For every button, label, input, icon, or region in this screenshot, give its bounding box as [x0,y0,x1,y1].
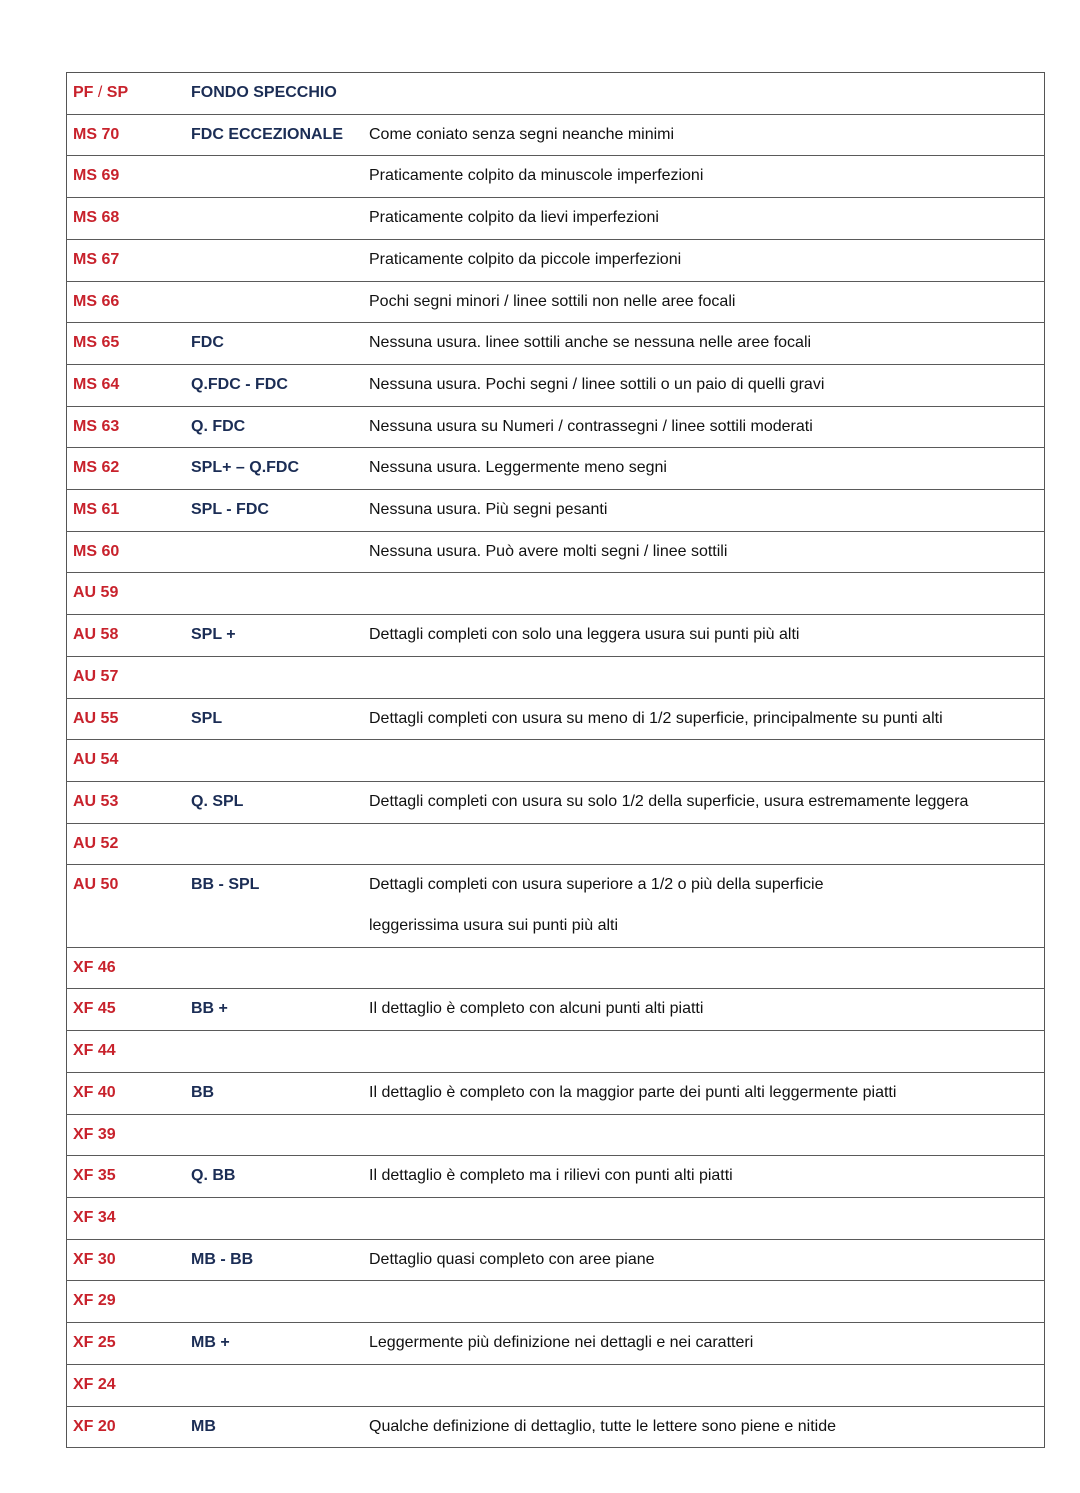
grade-cell: AU 50 [67,865,192,947]
description-cell [369,989,1045,1031]
description-line: Nessuna usura. Leggermente meno segni [369,459,667,477]
table-row [67,281,1045,323]
description-line: Nessuna usura. Può avere molti segni / linee sottili [369,542,728,560]
description-cell [369,823,1045,865]
italian-grade-cell [191,1281,369,1323]
grading-table-body [67,73,1045,1448]
grade-cell: MS 62 [67,448,192,490]
table-row [67,698,1045,740]
grade-cell: MS 61 [67,490,192,532]
grade-cell: MS 64 [67,364,192,406]
description-line: Nessuna usura. Più segni pesanti [369,501,608,519]
description-line: Leggermente più definizione nei dettagli e nei caratteri [369,1334,754,1352]
italian-grade-cell [191,1114,369,1156]
description-cell [369,448,1045,490]
description-cell [369,1364,1045,1406]
grade-cell: MS 70 [67,114,192,156]
table-row [67,573,1045,615]
description-cell [369,73,1045,115]
italian-grade-cell: MB - BB [191,1239,369,1281]
description-line: Qualche definizione di dettaglio, tutte le lettere sono piene e nitide [369,1417,836,1435]
description-line: Il dettaglio è completo ma i rilievi con punti alti piatti [369,1167,733,1185]
description-line: Nessuna usura su Numeri / contrassegni / linee sottili moderati [369,417,813,435]
description-cell [369,114,1045,156]
table-row [67,406,1045,448]
table-row [67,781,1045,823]
grade-cell: AU 57 [67,656,192,698]
grade-cell: MS 67 [67,239,192,281]
table-row [67,1239,1045,1281]
description-cell [369,865,1045,947]
description-cell [369,573,1045,615]
grade-cell: MS 65 [67,323,192,365]
italian-grade-cell [191,198,369,240]
table-row [67,1281,1045,1323]
italian-grade-cell: BB + [191,989,369,1031]
description-line: Come coniato senza segni neanche minimi [369,125,675,143]
table-row [67,865,1045,947]
description-cell [369,239,1045,281]
table-row [67,1156,1045,1198]
description-cell [369,1406,1045,1448]
grade-cell: AU 54 [67,740,192,782]
description-line: Dettagli completi con usura su solo 1/2 della superficie, usura estremamente leggera [369,792,969,810]
grade-cell: XF 46 [67,947,192,989]
description-cell [369,740,1045,782]
description-cell [369,1114,1045,1156]
table-row [67,740,1045,782]
grade-cell: AU 52 [67,823,192,865]
table-row [67,239,1045,281]
grade-cell: XF 29 [67,1281,192,1323]
table-row [67,1406,1045,1448]
description-line: leggerissima usura sui punti più alti [369,917,619,935]
grade-cell: XF 40 [67,1072,192,1114]
grade-cell: XF 44 [67,1031,192,1073]
grade-cell: MS 63 [67,406,192,448]
description-cell [369,1281,1045,1323]
grade-cell: PF / SP [67,73,192,115]
description-cell [369,531,1045,573]
italian-grade-cell [191,281,369,323]
description-cell [369,781,1045,823]
grade-cell: AU 55 [67,698,192,740]
table-row [67,656,1045,698]
table-row [67,323,1045,365]
italian-grade-cell [191,823,369,865]
grade-cell: XF 20 [67,1406,192,1448]
italian-grade-cell: BB - SPL [191,865,369,947]
table-row [67,1364,1045,1406]
italian-grade-cell [191,156,369,198]
description-cell [369,198,1045,240]
description-cell [369,156,1045,198]
italian-grade-cell: SPL+ – Q.FDC [191,448,369,490]
description-cell [369,281,1045,323]
italian-grade-cell [191,531,369,573]
grade-cell: XF 30 [67,1239,192,1281]
grade-cell: XF 34 [67,1197,192,1239]
table-row [67,531,1045,573]
table-row [67,156,1045,198]
description-cell [369,698,1045,740]
table-row [67,73,1045,115]
description-line: Il dettaglio è completo con la maggior parte dei punti alti leggermente piatti [369,1083,897,1101]
description-line: Dettagli completi con usura su meno di 1/2 superficie, principalmente su punti alti [369,709,943,727]
coin-grading-table [66,72,1045,1448]
grade-cell: AU 59 [67,573,192,615]
description-cell [369,1239,1045,1281]
description-line: Praticamente colpito da piccole imperfezioni [369,250,682,268]
description-cell [369,947,1045,989]
description-cell [369,1323,1045,1365]
italian-grade-cell [191,656,369,698]
table-row [67,1197,1045,1239]
italian-grade-cell [191,1364,369,1406]
grade-cell: XF 39 [67,1114,192,1156]
italian-grade-cell: Q.FDC - FDC [191,364,369,406]
table-row [67,114,1045,156]
grade-cell: XF 45 [67,989,192,1031]
description-line: Pochi segni minori / linee sottili non nelle aree focali [369,292,736,310]
italian-grade-cell [191,740,369,782]
grade-cell: MS 60 [67,531,192,573]
description-cell [369,1072,1045,1114]
description-cell [369,323,1045,365]
italian-grade-cell: Q. SPL [191,781,369,823]
table-row [67,198,1045,240]
italian-grade-cell [191,947,369,989]
table-row [67,947,1045,989]
italian-grade-cell: Q. FDC [191,406,369,448]
table-row [67,823,1045,865]
slash-separator: / [97,84,103,101]
table-row [67,1323,1045,1365]
description-line: Dettagli completi con solo una leggera usura sui punti più alti [369,626,800,644]
table-row [67,1114,1045,1156]
description-cell [369,1156,1045,1198]
table-row [67,490,1045,532]
italian-grade-cell: SPL - FDC [191,490,369,532]
description-cell [369,490,1045,532]
italian-grade-cell: MB [191,1406,369,1448]
description-line: Nessuna usura. linee sottili anche se nessuna nelle aree focali [369,334,812,352]
italian-grade-cell: SPL [191,698,369,740]
grade-cell: XF 25 [67,1323,192,1365]
table-row [67,1031,1045,1073]
description-cell [369,1031,1045,1073]
italian-grade-cell: MB + [191,1323,369,1365]
description-line: Il dettaglio è completo con alcuni punti alti piatti [369,1000,704,1018]
table-row [67,1072,1045,1114]
grade-cell: AU 53 [67,781,192,823]
italian-grade-cell: FDC ECCEZIONALE [191,114,369,156]
table-row [67,448,1045,490]
italian-grade-cell [191,573,369,615]
italian-grade-cell: FONDO SPECCHIO [191,73,369,115]
grade-cell: MS 69 [67,156,192,198]
grade-cell: MS 68 [67,198,192,240]
grade-cell: MS 66 [67,281,192,323]
italian-grade-cell [191,1197,369,1239]
description-line: Nessuna usura. Pochi segni / linee sottili o un paio di quelli gravi [369,375,825,393]
italian-grade-cell: Q. BB [191,1156,369,1198]
description-line: Praticamente colpito da lievi imperfezioni [369,209,659,227]
italian-grade-cell: BB [191,1072,369,1114]
description-cell [369,406,1045,448]
description-line: Praticamente colpito da minuscole imperfezioni [369,167,704,185]
description-cell [369,1197,1045,1239]
description-cell [369,615,1045,657]
italian-grade-cell: FDC [191,323,369,365]
table-row [67,615,1045,657]
grade-cell: AU 58 [67,615,192,657]
italian-grade-cell [191,1031,369,1073]
description-line: Dettagli completi con usura superiore a 1/2 o più della superficie [369,876,824,894]
italian-grade-cell: SPL + [191,615,369,657]
description-line: Dettaglio quasi completo con aree piane [369,1250,655,1268]
table-row [67,989,1045,1031]
description-cell [369,656,1045,698]
italian-grade-cell [191,239,369,281]
table-row [67,364,1045,406]
grade-cell: XF 35 [67,1156,192,1198]
grade-cell: XF 24 [67,1364,192,1406]
description-cell [369,364,1045,406]
